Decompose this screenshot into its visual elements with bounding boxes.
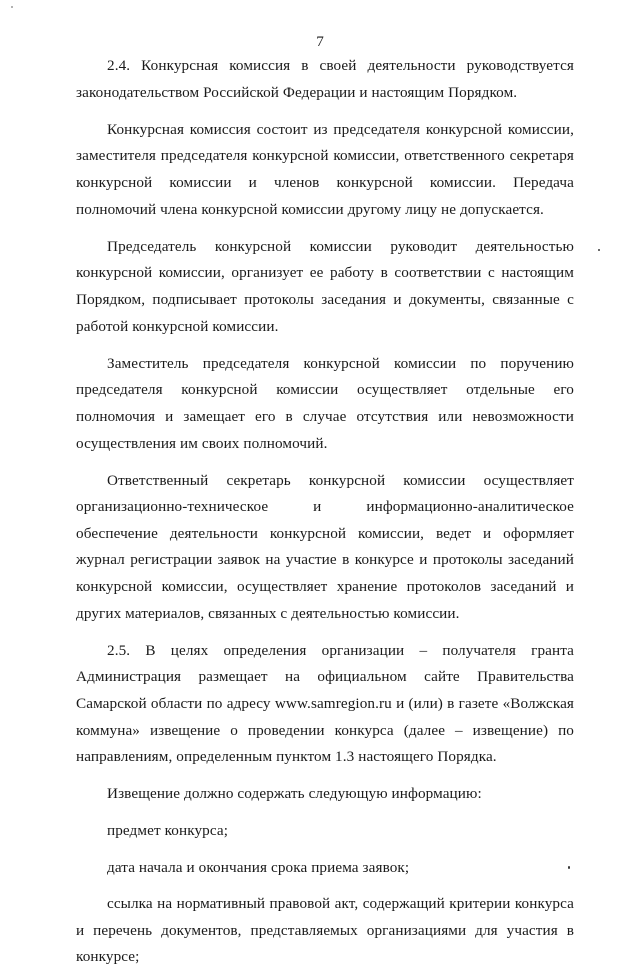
- paragraph-commission-composition: Конкурсная комиссия состоит из председателя конкурсной комиссии, заместителя председателя конкурсной комиссии, ответственного секретаря конкурсной комиссии и членов конкурсной комиссии. Передача полномочий члена конкурсной комиссии другому лицу не допускается.: [76, 120, 574, 218]
- paragraph-chairman: Председатель конкурсной комиссии руководит деятельностью конкурсной комиссии, организует ее работу в соответствии с настоящим Порядком, подписывает протоколы заседания и документы, связанные с работой конкурсной комиссии.: [76, 237, 574, 335]
- document-body: [76, 53, 574, 971]
- paragraph-notice-contents: Извещение должно содержать следующую информацию:: [107, 785, 482, 803]
- scan-speck: [598, 249, 600, 251]
- list-item-subject: предмет конкурса;: [107, 822, 229, 839]
- paragraph-deputy-chairman: Заместитель председателя конкурсной комиссии по поручению председателя конкурсной комиссии осуществляет отдельные его полномочия и замещает его в случае отсутствия или невозможности осуществления им своих полномочий.: [76, 354, 574, 452]
- paragraph-2-4: 2.4. Конкурсная комиссия в своей деятельности руководствуется законодательством Российской Федерации и настоящим Порядком.: [76, 57, 574, 101]
- scan-speck: [568, 866, 570, 869]
- paragraph-secretary: Ответственный секретарь конкурсной комиссии осуществляет организационно-техническое и информационно-аналитическое обеспечение деятельности конкурсной комиссии, ведет и оформляет журнал регистрации заявок на участие в конкурсе и протоколы заседаний конкурсной комиссии, осуществляет хранение протоколов заседаний и других материалов, связанных с деятельностью комиссии.: [76, 471, 574, 622]
- list-item-dates: дата начала и окончания срока приема заявок;: [107, 858, 410, 876]
- scan-speck: [11, 6, 13, 8]
- list-item-legal-act: ссылка на нормативный правовой акт, содержащий критерии конкурса и перечень документов, представляемых организациями для участия в конкурсе;: [76, 895, 574, 966]
- paragraph-2-5: 2.5. В целях определения организации – получателя гранта Администрация размещает на официальном сайте Правительства Самарской области по адресу www.samregion.ru и (или) в газете «Волжская коммуна» извещение о проведении конкурса (далее – извещение) по направлениям, определенным пунктом 1.3 настоящего Порядка.: [76, 641, 574, 766]
- page-number: 7: [316, 33, 324, 50]
